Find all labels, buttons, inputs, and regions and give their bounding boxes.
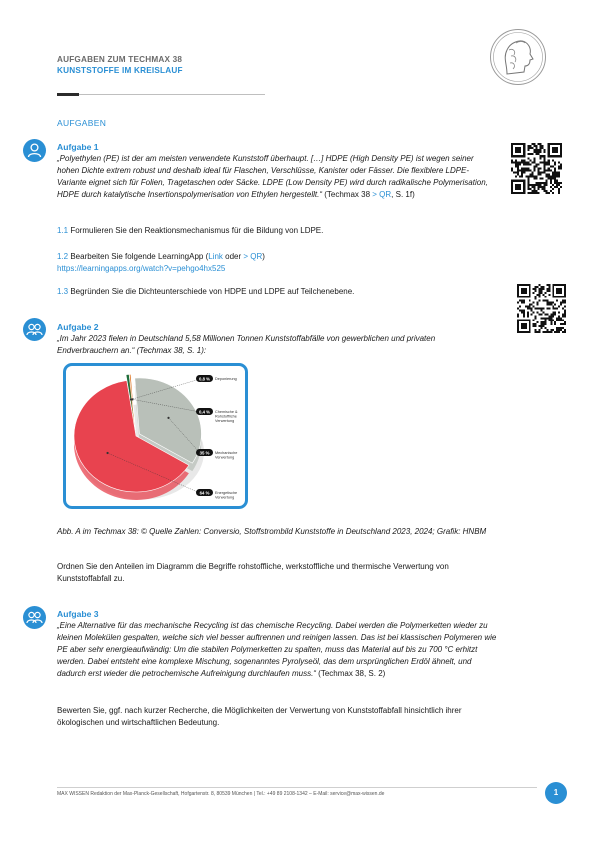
leader-dot	[131, 398, 133, 400]
task1-question-2	[57, 251, 497, 275]
learningapp-link[interactable]: Link	[208, 252, 223, 261]
chart-caption	[57, 526, 497, 538]
q3-text: Begründen Sie die Dichteunterschiede von HDPE und LDPE auf Teilchenebene.	[68, 287, 355, 296]
task1-quote	[57, 153, 497, 201]
task1-quote-text: „Polyethylen (PE) ist der am meisten verwendete Kunststoff überhaupt. […] HDPE (High Density PE) ist wegen seiner hohen Dichte extrem robust und deshalb ideal für Flaschen, Verschlüsse, Kanister oder Fässer. Die flexiblere LDPE-Variante eignet sich für Folien, Tragetaschen oder Säcke. LDPE (Low Density PE) wird durch radikalische Polymerisation, HDPE durch katalytische Insertionspolymerisation von Ethylen hergestellt.“	[57, 154, 488, 199]
value-label: 35 %	[199, 450, 210, 456]
header-accent-bar	[57, 93, 79, 96]
category-label: Deponierung	[215, 377, 237, 382]
q2-text-pre: Bearbeiten Sie folgende LearningApp (	[68, 252, 209, 261]
task2-instruction: Ordnen Sie den Anteilen im Diagramm die Begriffe rohstoffliche, werkstoffliche und thermische Verwertung von Kunststoffabfall zu.	[57, 562, 449, 583]
pie-chart	[66, 366, 245, 506]
category-label: Verwertung	[215, 419, 235, 424]
chart-caption-text: Abb. A im Techmax 38: © Quelle Zahlen: Conversio, Stoffstrombild Kunststoffe in Deutschland 2023, 2024; Grafik: HNBM	[57, 527, 487, 536]
q1-text: Formulieren Sie den Reaktionsmechanismus für die Bildung von LDPE.	[68, 226, 324, 235]
task3-source: (Techmax 38, S. 2)	[315, 669, 386, 678]
category-label: Rohstoffliche	[215, 414, 237, 419]
category-label: Verwertung	[215, 495, 235, 500]
person-icon	[23, 139, 46, 162]
group-icon	[23, 606, 46, 629]
leader-dot	[167, 417, 169, 419]
footer-divider	[57, 787, 537, 788]
header-divider	[57, 94, 265, 95]
group-icon	[23, 318, 46, 341]
header-title: AUFGABEN ZUM TECHMAX 38	[57, 55, 183, 64]
footer-text: MAX WISSEN Redaktion der Max-Planck-Gesellschaft, Hofgartenstr. 8, 80539 München | Tel.: +49 89 2108-1342 – E-Mail: service@max-wissen.de	[57, 791, 385, 797]
task1-question-3	[57, 286, 497, 298]
task1-title: Aufgabe 1	[57, 142, 99, 152]
section-title: AUFGABEN	[57, 118, 107, 128]
task3-quote	[57, 620, 497, 680]
task1-source-post: , S. 1f)	[391, 190, 415, 199]
task2-title: Aufgabe 2	[57, 322, 99, 332]
chart-frame	[63, 363, 248, 509]
q2-number: 1.2	[57, 252, 69, 261]
learningapp-url[interactable]: https://learningapps.org/watch?v=pehgo4hx525	[57, 264, 226, 273]
value-label: 0,4 %	[199, 409, 210, 415]
task3-quote-text: „Eine Alternative für das mechanische Recycling ist das chemische Recycling. Dabei werden die Polymerketten wieder zu kleinen Molekülen gespalten, welche sich viel besser auftrennen und reinigen lassen. Das ist bei klassischen Polymeren wie PE aber sehr energieaufwändig: Um die stabilen Polymerketten zu spalten, muss das Material auf bis zu 700 °C erhitzt werden. Dabei entsteht eine komplexe Mischung, sogenanntes Pyrolyseöl, das dem ursprünglichen Erdöl ähnelt, und dadurch erst wieder die petrochemische Aufreinigung durchlaufen muss.“	[57, 621, 497, 678]
task1-qr-link[interactable]: > QR	[372, 190, 392, 199]
q2-mid: oder	[222, 252, 244, 261]
learningapp-qr-link[interactable]: > QR	[243, 252, 263, 261]
task1-question-1	[57, 225, 497, 237]
category-label: Energetische	[215, 491, 238, 496]
category-label: Mechanische	[215, 451, 238, 456]
minerva-logo-icon	[489, 28, 547, 86]
q2-text-post: )	[262, 252, 265, 261]
category-label: Chemische &	[215, 410, 238, 415]
category-label: Verwertung	[215, 455, 235, 460]
q3-number: 1.3	[57, 287, 69, 296]
task3-title: Aufgabe 3	[57, 609, 99, 619]
qr-code-icon[interactable]	[511, 143, 562, 199]
header-subtitle: KUNSTSTOFFE IM KREISLAUF	[57, 66, 183, 75]
task2-quote	[57, 333, 497, 357]
task1-source-pre: (Techmax 38	[322, 190, 373, 199]
value-label: 64 %	[199, 490, 210, 496]
task3-instruction: Bewerten Sie, ggf. nach kurzer Recherche, die Möglichkeiten der Verwertung von Kunststoffabfall hinsichtlich ihrer ökologischen und wirtschaftlichen Bedeutung.	[57, 706, 462, 727]
q1-number: 1.1	[57, 226, 69, 235]
qr-code-icon[interactable]	[517, 284, 566, 338]
leader-dot	[106, 452, 108, 454]
value-label: 0,8 %	[199, 376, 210, 382]
task2-quote-text: „Im Jahr 2023 fielen in Deutschland 5,58 Millionen Tonnen Kunststoffabfälle von gewerblichen und privaten Endverbrauchern an.“ (Techmax 38, S. 1):	[57, 334, 436, 355]
page-number: 1	[545, 782, 567, 804]
